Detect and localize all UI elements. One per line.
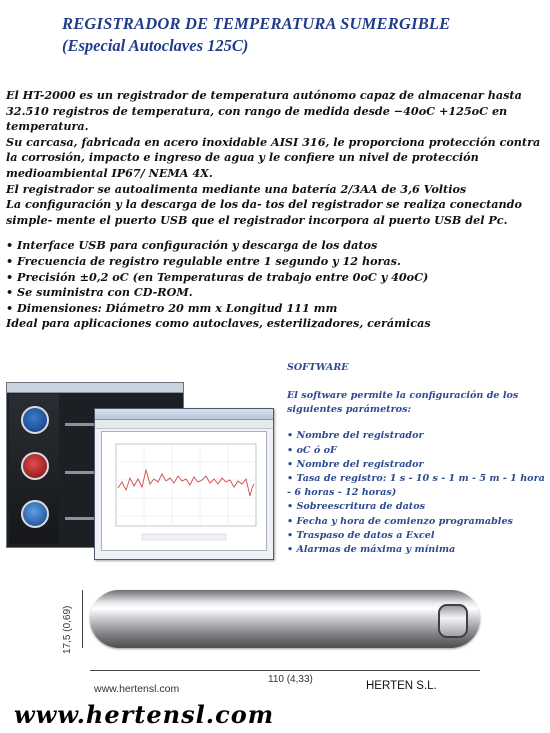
diameter-label: 17,5 (0,69)	[62, 605, 73, 654]
company-name: HERTEN S.L.	[366, 680, 437, 692]
software-list-item: • Nombre del registrador	[287, 430, 424, 442]
length-label: 110 (4,33)	[268, 674, 313, 685]
software-list	[287, 429, 545, 557]
spacer	[6, 228, 546, 238]
page-subtitle: (Especial Autoclaves 125C)	[62, 36, 249, 55]
dial-icon	[21, 452, 49, 480]
software-list-item: • Tasa de registro: 1 s - 10 s - 1 m - 5 m - 1 hora - 6 horas - 12 horas)	[287, 473, 545, 499]
feature-item: • Frecuencia de registro regulable entre 1 segundo y 12 horas.	[6, 253, 401, 268]
description-paragraph: El HT-2000 es un registrador de temperatura autónomo capaz de almacenar hasta 32.510 registros de temperatura, con rango de medida desde −40oC +125oC en temperatura.	[6, 88, 522, 134]
software-list-item: • Alarmas de máxima y mínima	[287, 544, 456, 556]
software-intro: El software permite la configuración de los siguientes parámetros:	[287, 390, 519, 416]
footer-website: www.hertensl.com	[14, 700, 275, 729]
probe-image	[90, 590, 480, 648]
window-titlebar	[7, 383, 183, 393]
description-block	[6, 88, 546, 332]
page-title: REGISTRADOR DE TEMPERATURA SUMERGIBLE	[62, 14, 451, 33]
applications-line: Ideal para aplicaciones como autoclaves, esterilizadores, cerámicas	[6, 316, 431, 331]
software-list-item: • Traspaso de datos a Excel	[287, 529, 435, 541]
description-paragraph: El registrador se autoalimenta mediante una batería 2/3AA de 3,6 Voltios	[6, 181, 467, 196]
window-titlebar	[95, 409, 273, 420]
diameter-dimension-line	[82, 590, 83, 648]
software-list-item: • Fecha y hora de comienzo programables	[287, 515, 513, 527]
window-toolbar	[95, 420, 273, 429]
software-heading: SOFTWARE	[287, 362, 349, 373]
software-block	[287, 389, 545, 557]
dial-icon	[21, 406, 49, 434]
software-screenshot	[6, 382, 274, 560]
feature-item: • Se suministra con CD-ROM.	[6, 285, 193, 300]
dial-icon	[21, 500, 49, 528]
feature-item: • Dimensiones: Diámetro 20 mm x Longitud 111 mm	[6, 300, 338, 315]
length-dimension-line	[90, 670, 480, 671]
software-list-item: • Nombre del registrador	[287, 458, 424, 470]
software-list-item: • oC ó oF	[287, 444, 337, 456]
graph-svg	[102, 432, 266, 550]
feature-item: • Interface USB para configuración y descarga de los datos	[6, 238, 378, 253]
description-paragraph: La configuración y la descarga de los da- tos del registrador se realiza conectando simple- mente el puerto USB que el registrador incorpora al puerto USB del Pc.	[6, 197, 522, 227]
window-sidebar	[9, 394, 59, 544]
description-paragraph: Su carcasa, fabricada en acero inoxidable AISI 316, le proporciona protección contra la corrosión, impacto e ingreso de agua y le confiere un nivel de protección medioambiental IP67/ NEMA 4X.	[6, 134, 541, 180]
software-list-item: • Sobreescritura de datos	[287, 501, 426, 513]
feature-item: • Precisión ±0,2 oC (en Temperaturas de trabajo entre 0oC y 40oC)	[6, 269, 429, 284]
drawing-website: www.hertensl.com	[94, 683, 180, 695]
temperature-graph	[101, 431, 267, 551]
probe-end-slot	[438, 604, 468, 638]
graph-window	[94, 408, 274, 560]
